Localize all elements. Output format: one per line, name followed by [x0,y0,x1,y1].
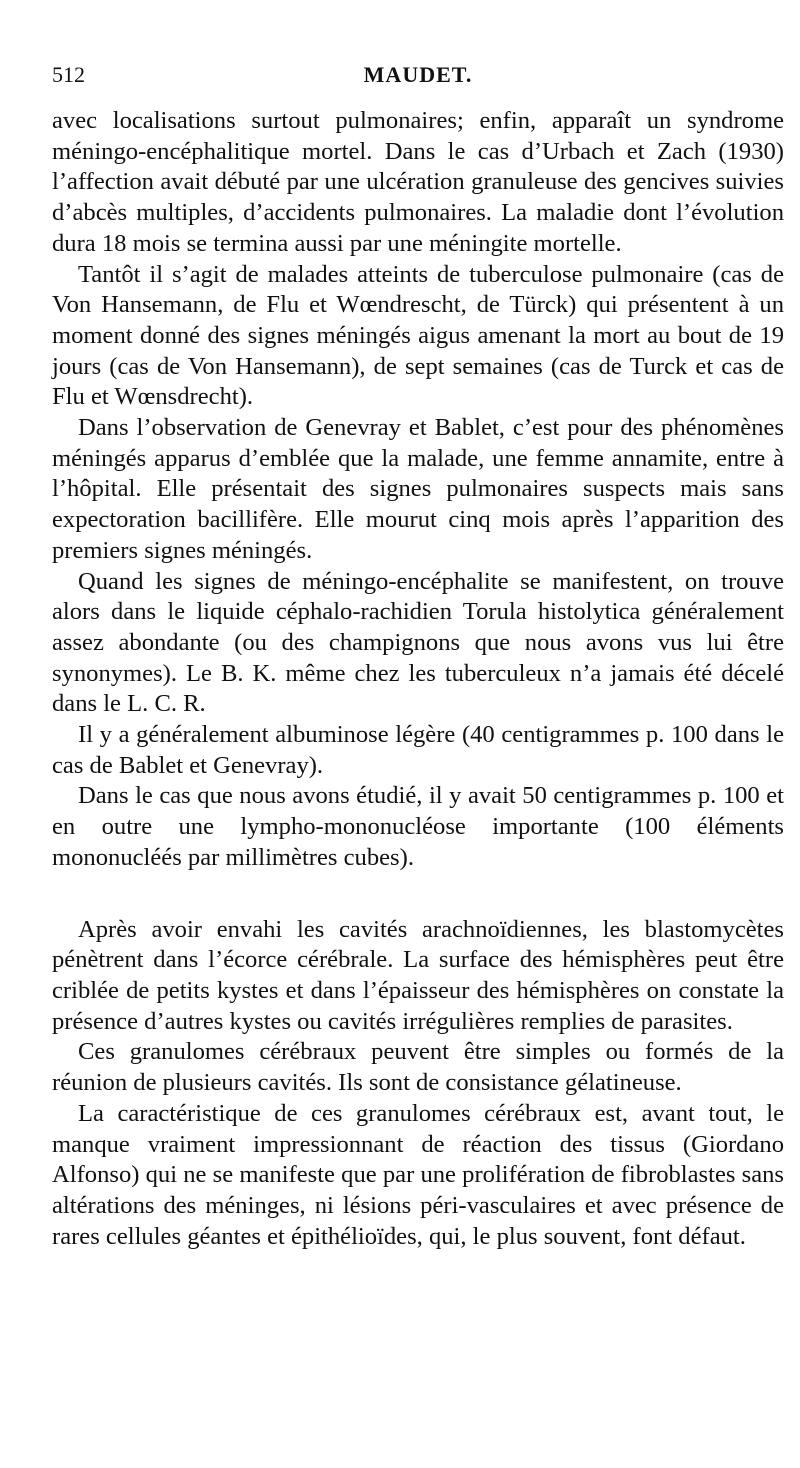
page-number: 512 [52,62,85,87]
section-meningo-encephalitis [52,106,784,874]
section-cerebral-granulomas [52,915,784,1253]
paragraph: Quand les signes de méningo-encéphalite se manifestent, on trouve alors dans le liquide céphalo-rachidien Torula histolytica généralement assez abondante (ou des champignons que nous avons vus lui être synonymes). Le B. K. même chez les tuberculeux n’a jamais été décelé dans le L. C. R. [52,567,784,718]
paragraph: Après avoir envahi les cavités arachnoïdiennes, les blastomycètes pénètrent dans l’écorce cérébrale. La surface des hémisphères peut être criblée de petits kystes et dans l’épaisseur des hémisphères on constate la présence d’autres kystes ou cavités irrégulières remplies de parasites. [52,915,784,1035]
page-header [52,62,784,98]
book-page [52,62,784,1252]
paragraph-continuation: avec localisations surtout pulmonaires; enfin, apparaît un syndrome méningo-encéphalitique mortel. Dans le cas d’Urbach et Zach (1930) l’affection avait débuté par une ulcération granuleuse des gencives suivies d’abcès multiples, d’accidents pulmonaires. La maladie dont l’évolution dura 18 mois se termina aussi par une méningite mortelle. [52,107,784,257]
running-head: MAUDET. [363,62,473,87]
paragraph: Il y a généralement albuminose légère (40 centigrammes p. 100 dans le cas de Bablet et Genevray). [52,721,784,779]
paragraph: Dans le cas que nous avons étudié, il y avait 50 centigrammes p. 100 et en outre une lympho-mononucléose importante (100 éléments mononucléés par millimètres cubes). [52,782,784,871]
section-divider-space [52,874,784,915]
paragraph: La caractéristique de ces granulomes cérébraux est, avant tout, le manque vraiment impressionnant de réaction des tissus (Giordano Alfonso) qui ne se manifeste que par une prolifération de fibroblastes sans altérations des méninges, ni lésions péri-vasculaires et avec présence de rares cellules géantes et épithélioïdes, qui, le plus souvent, font défaut. [52,1099,784,1250]
paragraph: Tantôt il s’agit de malades atteints de tuberculose pulmonaire (cas de Von Hansemann, de Flu et Wœndrescht, de Türck) qui présentent à un moment donné des signes méningés aigus amenant la mort au bout de 19 jours (cas de Von Hansemann), de sept semaines (cas de Turck et cas de Flu et Wœnsdrecht). [52,260,784,411]
paragraph: Dans l’observation de Genevray et Bablet, c’est pour des phénomènes méningés apparus d’emblée que la malade, une femme annamite, entre à l’hôpital. Elle présentait des signes pulmonaires suspects mais sans expectoration bacillifère. Elle mourut cinq mois après l’apparition des premiers signes méningés. [52,414,784,564]
paragraph: Ces granulomes cérébraux peuvent être simples ou formés de la réunion de plusieurs cavités. Ils sont de consistance gélatineuse. [52,1038,784,1097]
